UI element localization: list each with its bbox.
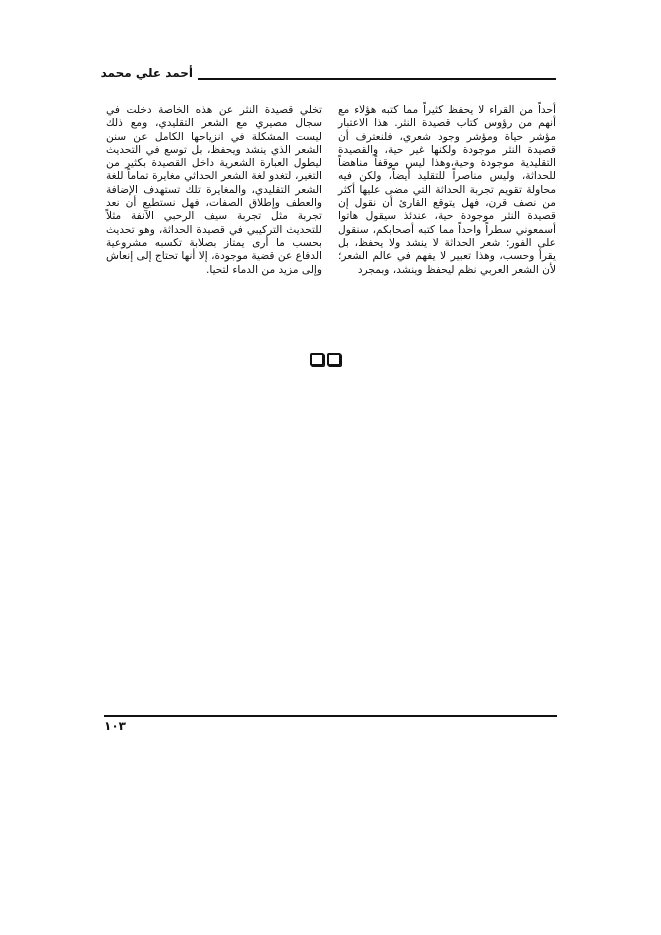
footer-rule — [104, 715, 557, 717]
text-column-right — [338, 104, 556, 277]
running-header-author: أحمد علي محمد — [100, 66, 193, 80]
section-end-ornament-icon — [307, 352, 343, 366]
paragraph: أحداً من القراء لا يحفظ كثيراً مما كتبه هؤلاء مع أنهم من رؤوس كتاب قصيدة النثر. هذا الاعتبار مؤشر حياة ومؤشر وجود شعري، فلنعترف أن قصيدة النثر موجودة ولكنها غير حية، والقصيدة التقليدية موجودة وحية،وهذا ليس موقفاً مناهضاً للحداثة، وليس مناصراً للتقليد أيضاً، ولكن فيه محاولة تقويم تجربة الحداثة التي مضى عليها أكثر من نصف قرن، فهل يتوقع القارئ أن نقول إن قصيدة النثر موجودة حية، عندئذ سيقول هاتوا أسمعوني سطراً واحداً مما كتبه أصحابكم، سنقول على الفور: شعر الحداثة لا ينشد ولا يحفظ، بل يقرأ وحسب، وهذا تعبير لا يفهم في عالم الشعر؛ لأن الشعر العربي نظم ليحفظ وينشد، وبمجرد — [338, 104, 556, 276]
paragraph: تخلي قصيدة النثر عن هذه الخاصة دخلت في سجال مصيري مع الشعر التقليدي، ومع ذلك ليست المشكلة في انزياحها الكامل عن سنن الشعر الذي ينشد ويحفظ، بل توسع في التحديث ليطول العبارة الشعرية داخل القصيدة بكثير من التغير، لتغدو لغة الشعر الحداثي مغايرة تماماً للغة الشعر التقليدي، والمغايرة تلك تستهدف الإضافة والعطف وإطلاق الصفات، فهل نستطيع أن نعد تجربة مثل تجربة سيف الرحبي الآنفة مثلاً للتحديث التركيبي في قصيدة الحداثة، وهو تحديث بحسب ما أرى يمتاز بصلابة تكسبه مشروعية الدفاع عن قضية موجودة، إلا أنها تحتاج إلى إنعاش وإلى مزيد من الدماء لتحيا. — [106, 104, 322, 276]
square-ornament-icon — [310, 353, 324, 366]
page-number: ١٠٣ — [104, 719, 126, 733]
header-rule — [198, 78, 556, 80]
text-column-left — [106, 104, 322, 277]
square-ornament-icon — [327, 353, 341, 366]
